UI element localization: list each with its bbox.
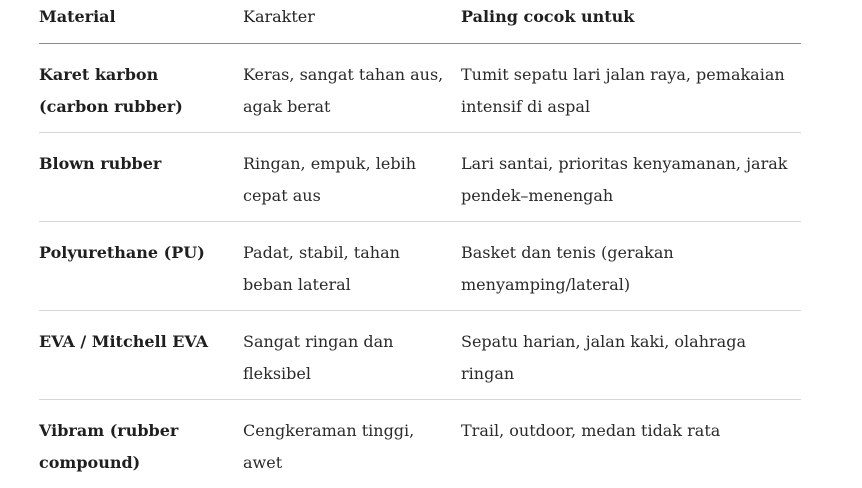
cell-material: EVA / Mitchell EVA bbox=[39, 311, 243, 400]
cell-karakter: Sangat ringan dan fleksibel bbox=[243, 311, 461, 400]
table-row bbox=[39, 44, 801, 133]
cell-use: Basket dan tenis (gerakan menyamping/lateral) bbox=[461, 222, 801, 311]
cell-material: Karet karbon (carbon rubber) bbox=[39, 44, 243, 133]
cell-karakter: Padat, stabil, tahan beban lateral bbox=[243, 222, 461, 311]
table-row bbox=[39, 311, 801, 400]
cell-use: Trail, outdoor, medan tidak rata bbox=[461, 400, 801, 488]
table-row bbox=[39, 400, 801, 488]
cell-karakter: Keras, sangat tahan aus, agak berat bbox=[243, 44, 461, 133]
cell-material: Blown rubber bbox=[39, 133, 243, 222]
cell-karakter: Ringan, empuk, lebih cepat aus bbox=[243, 133, 461, 222]
header-use: Paling cocok untuk bbox=[461, 0, 801, 44]
cell-use: Tumit sepatu lari jalan raya, pemakaian intensif di aspal bbox=[461, 44, 801, 133]
table-body bbox=[39, 44, 801, 488]
cell-use: Lari santai, prioritas kenyamanan, jarak pendek–menengah bbox=[461, 133, 801, 222]
cell-karakter: Cengkeraman tinggi, awet bbox=[243, 400, 461, 488]
table-row bbox=[39, 133, 801, 222]
material-comparison-table bbox=[39, 0, 801, 488]
header-material: Material bbox=[39, 0, 243, 44]
cell-material: Polyurethane (PU) bbox=[39, 222, 243, 311]
header-karakter: Karakter bbox=[243, 0, 461, 44]
table-header bbox=[39, 0, 801, 44]
table-row bbox=[39, 222, 801, 311]
cell-material: Vibram (rubber compound) bbox=[39, 400, 243, 488]
cell-use: Sepatu harian, jalan kaki, olahraga ringan bbox=[461, 311, 801, 400]
material-table-container bbox=[39, 0, 801, 488]
header-row bbox=[39, 0, 801, 44]
